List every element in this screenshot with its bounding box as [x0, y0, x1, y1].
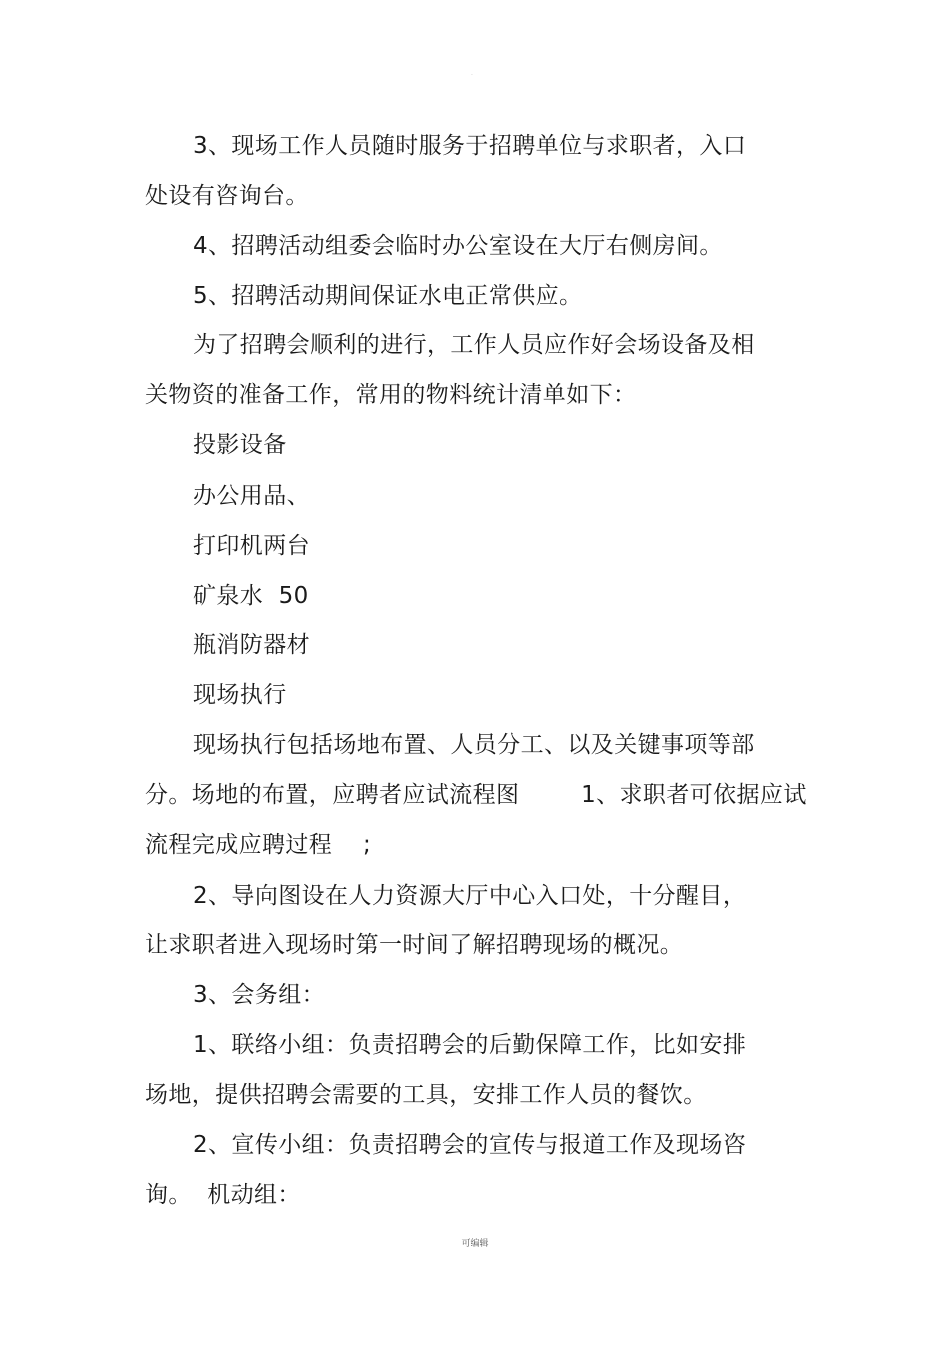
text-line: 询。 机动组：: [145, 1182, 301, 1208]
text-line: 现场执行包括场地布置、人员分工、以及关键事项等部: [193, 732, 755, 758]
text-line: 处设有咨询台。: [145, 183, 309, 209]
text-line: 流程完成应聘过程 ;: [145, 832, 372, 858]
text-line: 5、招聘活动期间保证水电正常供应。: [193, 283, 583, 309]
text-line: 为了招聘会顺利的进行，工作人员应作好会场设备及相: [193, 332, 755, 358]
text-line: 分。场地的布置，应聘者应试流程图 1、求职者可依据应试: [145, 782, 807, 808]
list-item: 打印机两台: [193, 533, 310, 559]
list-item: 瓶消防器材: [193, 632, 310, 658]
text-line: 场地，提供招聘会需要的工具，安排工作人员的餐饮。: [145, 1082, 707, 1108]
text-line: 让求职者进入现场时第一时间了解招聘现场的概况。: [145, 932, 684, 958]
section-heading: 现场执行: [193, 682, 287, 708]
top-mark: .: [471, 70, 473, 77]
text-line: 3、会务组：: [193, 982, 326, 1008]
list-item: 矿泉水 50: [193, 583, 309, 609]
list-item: 办公用品、: [193, 483, 310, 509]
text-line: 2、宣传小组：负责招聘会的宣传与报道工作及现场咨: [193, 1132, 747, 1158]
text-line: 2、导向图设在人力资源大厅中心入口处，十分醒目，: [193, 883, 747, 909]
list-item: 投影设备: [193, 432, 287, 458]
text-line: 关物资的准备工作，常用的物料统计清单如下：: [145, 382, 637, 408]
text-line: 4、招聘活动组委会临时办公室设在大厅右侧房间。: [193, 233, 723, 259]
text-line: 1、联络小组：负责招聘会的后勤保障工作，比如安排: [193, 1032, 747, 1058]
text-line: 3、现场工作人员随时服务于招聘单位与求职者，入口: [193, 133, 747, 159]
page-footer: 可编辑: [461, 1239, 489, 1249]
